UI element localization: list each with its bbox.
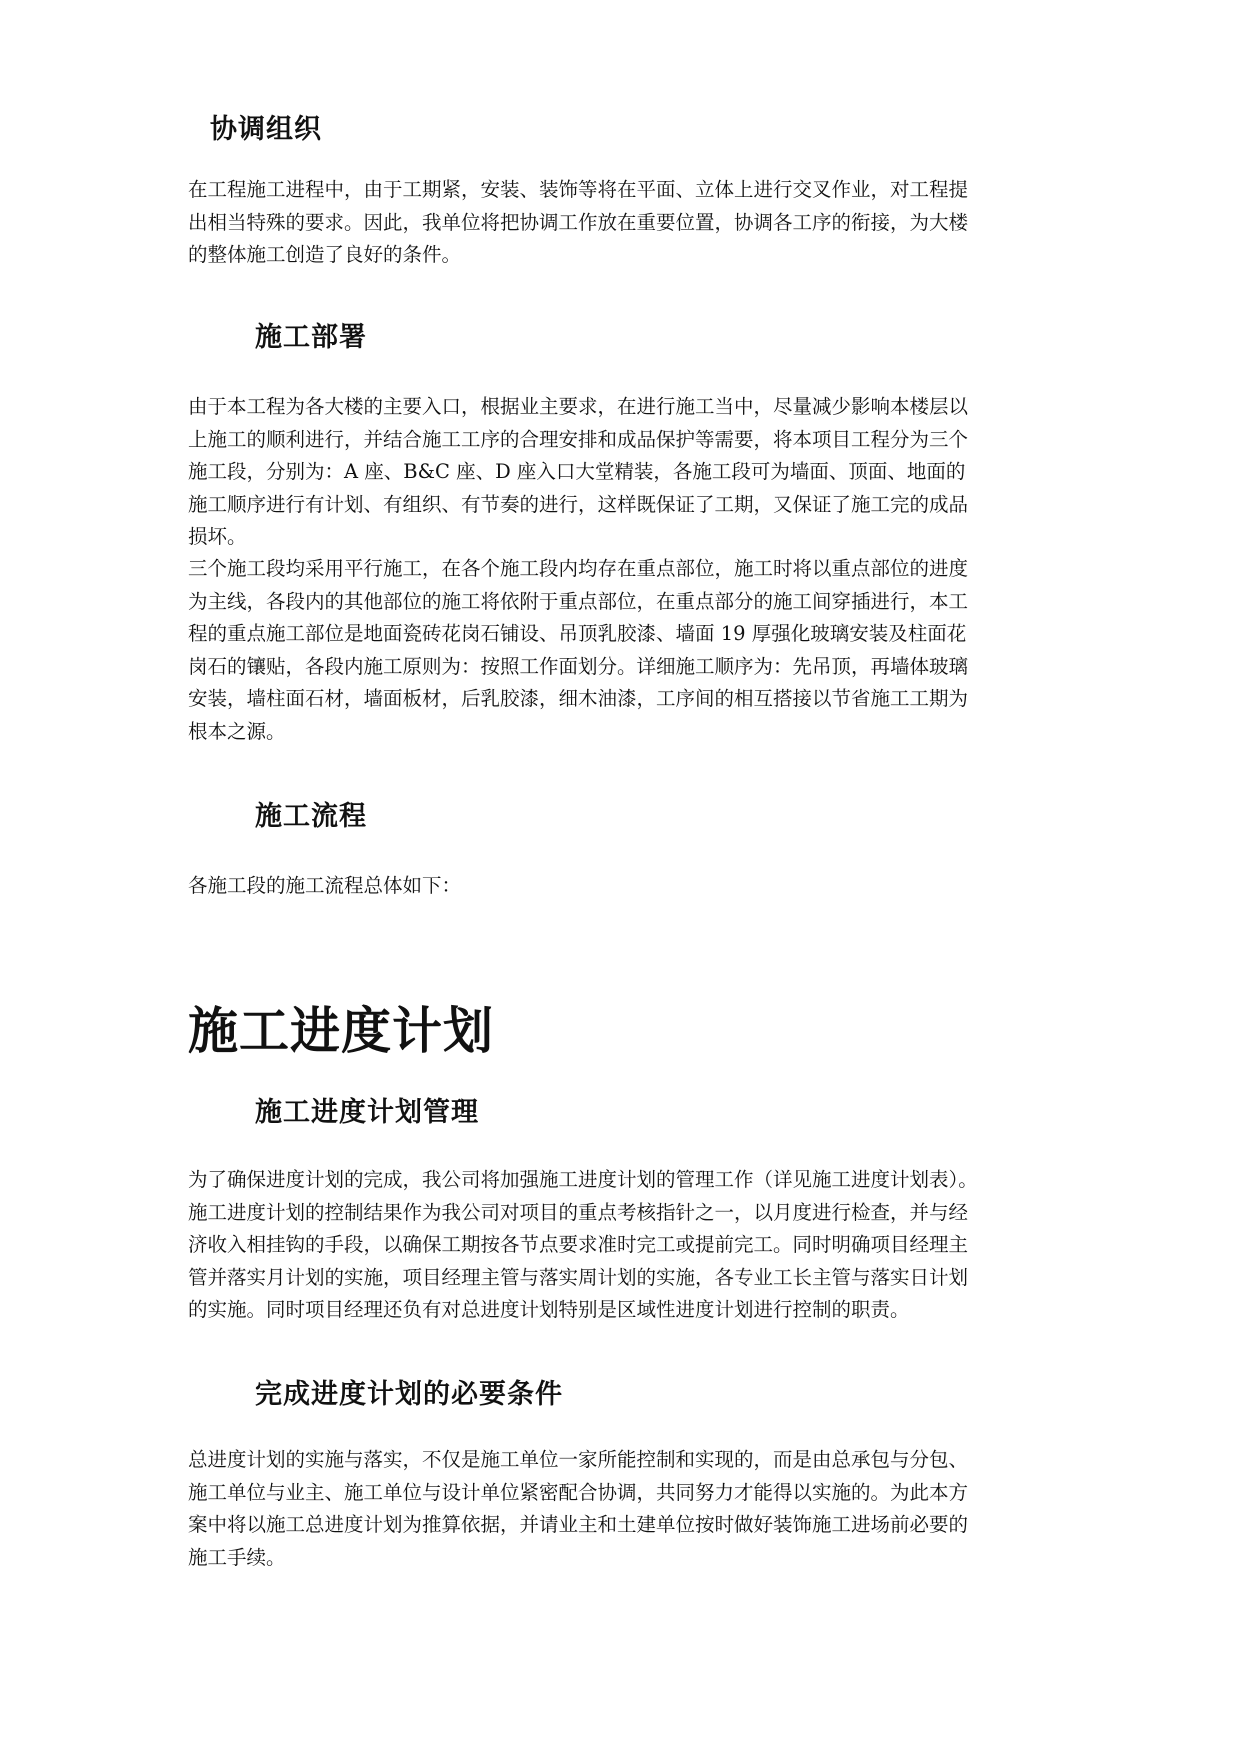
- text-line: 施工进度计划的控制结果作为我公司对项目的重点考核指针之一，以月度进行检查，并与经: [188, 1200, 969, 1224]
- section-heading-deployment: 施工部署: [255, 322, 367, 353]
- paragraph-flow: [188, 870, 1056, 903]
- text-line: 施工段，分别为：A 座、B&C 座、D 座入口大堂精装，各施工段可为墙面、顶面、地面的: [188, 460, 966, 483]
- text-line: 由于本工程为各大楼的主要入口，根据业主要求，在进行施工当中，尽量减少影响本楼层以: [188, 395, 969, 418]
- paragraph-deployment-1: [188, 391, 1056, 554]
- text-line: 的实施。同时项目经理还负有对总进度计划特别是区域性进度计划进行控制的职责。: [188, 1298, 910, 1321]
- paragraph-deployment-2: [188, 553, 1056, 748]
- paragraph-necessary-conditions: [188, 1444, 1056, 1574]
- text-line: 出相当特殊的要求。因此，我单位将把协调工作放在重要位置，协调各工序的衔接，为大楼: [188, 210, 969, 234]
- text-line: 案中将以施工总进度计划为推算依据，并请业主和土建单位按时做好装饰施工进场前必要的: [188, 1513, 969, 1536]
- paragraph-coordination: [188, 174, 1056, 272]
- text-line: 岗石的镶贴，各段内施工原则为：按照工作面划分。详细施工顺序为：先吊顶，再墙体玻璃: [188, 654, 969, 678]
- text-line: 各施工段的施工流程总体如下：: [188, 874, 462, 897]
- text-line: 在工程施工进程中，由于工期紧，安装、装饰等将在平面、立体上进行交叉作业，对工程提: [188, 178, 969, 201]
- section-heading-coordination: 协调组织: [210, 114, 322, 145]
- text-line: 安装，墙柱面石材，墙面板材，后乳胶漆，细木油漆，工序间的相互搭接以节省施工工期为: [188, 687, 969, 710]
- text-line: 施工顺序进行有计划、有组织、有节奏的进行，这样既保证了工期，又保证了施工完的成品: [188, 492, 969, 516]
- text-line: 上施工的顺利进行，并结合施工工序的合理安排和成品保护等需要，将本项目工程分为三个: [188, 427, 969, 451]
- text-line: 程的重点施工部位是地面瓷砖花岗石铺设、吊顶乳胶漆、墙面 19 厚强化玻璃安装及柱面花: [188, 622, 967, 645]
- text-line: 损坏。: [188, 525, 247, 548]
- text-line: 为了确保进度计划的完成，我公司将加强施工进度计划的管理工作（详见施工进度计划表）。: [188, 1168, 978, 1191]
- text-line: 总进度计划的实施与落实，不仅是施工单位一家所能控制和实现的，而是由总承包与分包、: [188, 1448, 969, 1471]
- section-heading-necessary-conditions: 完成进度计划的必要条件: [255, 1379, 563, 1410]
- section-heading-flow: 施工流程: [255, 801, 367, 832]
- paragraph-schedule-management: [188, 1164, 1056, 1327]
- text-line: 为主线，各段内的其他部位的施工将依附于重点部位，在重点部分的施工间穿插进行，本工: [188, 589, 969, 613]
- text-line: 三个施工段均采用平行施工，在各个施工段内均存在重点部位，施工时将以重点部位的进度: [188, 557, 969, 580]
- text-line: 施工手续。: [188, 1545, 286, 1569]
- section-heading-schedule-management: 施工进度计划管理: [255, 1097, 479, 1128]
- chapter-title: 施工进度计划: [188, 1001, 494, 1060]
- text-line: 施工单位与业主、施工单位与设计单位紧密配合协调，共同努力才能得以实施的。为此本方: [188, 1480, 969, 1504]
- text-line: 的整体施工创造了良好的条件。: [188, 243, 462, 266]
- text-line: 管并落实月计划的实施，项目经理主管与落实周计划的实施，各专业工长主管与落实日计划: [188, 1265, 969, 1289]
- text-line: 根本之源。: [188, 719, 286, 743]
- text-line: 济收入相挂钩的手段，以确保工期按各节点要求准时完工或提前完工。同时明确项目经理主: [188, 1233, 969, 1256]
